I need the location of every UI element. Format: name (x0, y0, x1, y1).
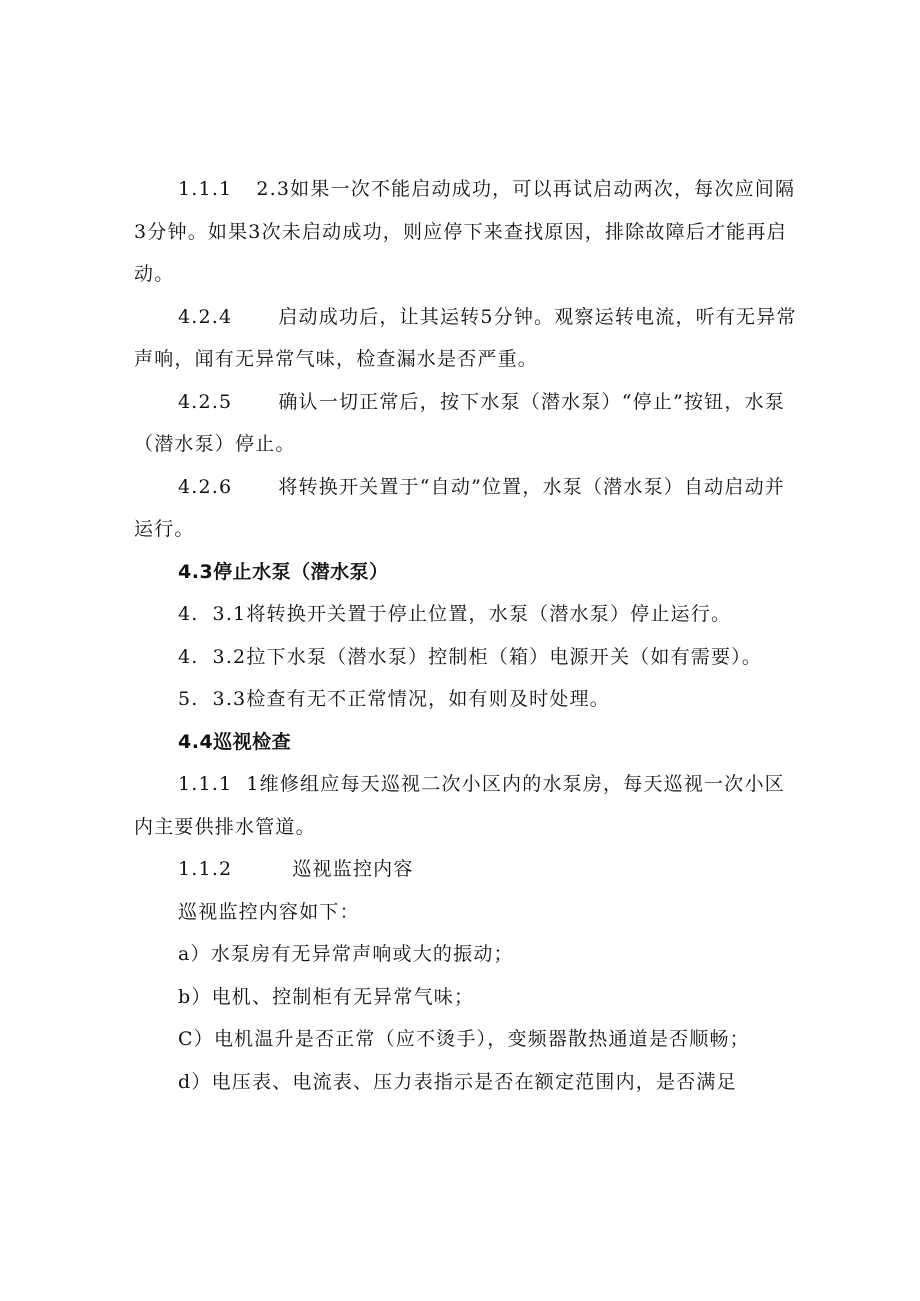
item-text: 3.3检查有无不正常情况，如有则及时处理。 (212, 688, 610, 710)
item-4-3-2 (134, 636, 800, 679)
paragraph-text: 2.3如果一次不能启动成功，可以再试启动两次，每次应间隔3分钟。如果3次未启动成功，则应停下来查找原因，排除故障后才能再启动。 (134, 178, 796, 285)
checklist-item-a: a）水泵房有无异常声响或大的振动； (178, 943, 514, 965)
item-5-3-3 (134, 678, 800, 721)
item-4-3-1 (134, 593, 800, 636)
content-intro: 巡视监控内容如下： (178, 900, 360, 923)
section-number: 4.2.4 (178, 305, 233, 328)
heading-4-4: 4.4巡视检查 (178, 730, 292, 753)
checklist-item-b: b）电机、控制柜有无异常气味； (178, 985, 475, 1008)
paragraph-patrol (134, 763, 800, 848)
item-number: 4. (178, 603, 199, 625)
item-number: 4. (178, 645, 199, 668)
paragraph-4-2-5 (134, 381, 800, 466)
section-number: 1.1.1 (178, 178, 233, 200)
subheading-text: 巡视监控内容 (292, 858, 414, 880)
paragraph-text: 将转换开关置于“自动”位置，水泵（潜水泵）自动启动并运行。 (134, 475, 785, 540)
heading-4-3: 4.3停止水泵（潜水泵） (178, 560, 389, 583)
subheading-content (134, 848, 800, 891)
paragraph-4-2-4 (134, 296, 800, 381)
item-number: 5. (178, 688, 199, 710)
checklist-item-c: C）电机温升是否正常（应不烫手），变频器散热通道是否顺畅； (178, 1028, 750, 1050)
section-number: 4.2.5 (178, 390, 233, 413)
item-text: 3.2拉下水泵（潜水泵）控制柜（箱）电源开关（如有需要）。 (212, 645, 763, 668)
section-number: 1.1.1 (178, 773, 233, 795)
paragraph-text: 确认一切正常后，按下水泵（潜水泵）“停止”按钮，水泵（潜水泵）停止。 (134, 390, 785, 455)
section-number: 1.1.2 (178, 858, 233, 880)
item-text: 3.1将转换开关置于停止位置，水泵（潜水泵）停止运行。 (212, 603, 732, 625)
paragraph-text: 1维修组应每天巡视二次小区内的水泵房，每天巡视一次小区内主要供排水管道。 (134, 773, 785, 838)
paragraph-text: 启动成功后，让其运转5分钟。观察运转电流，听有无异常声响，闻有无异常气味，检查漏水是否严重。 (134, 305, 797, 370)
paragraph-4-2-6 (134, 466, 800, 551)
paragraph-2-3 (134, 168, 800, 296)
checklist-item-d: d）电压表、电流表、压力表指示是否在额定范围内，是否满足 (178, 1070, 737, 1093)
section-number: 4.2.6 (178, 475, 233, 498)
